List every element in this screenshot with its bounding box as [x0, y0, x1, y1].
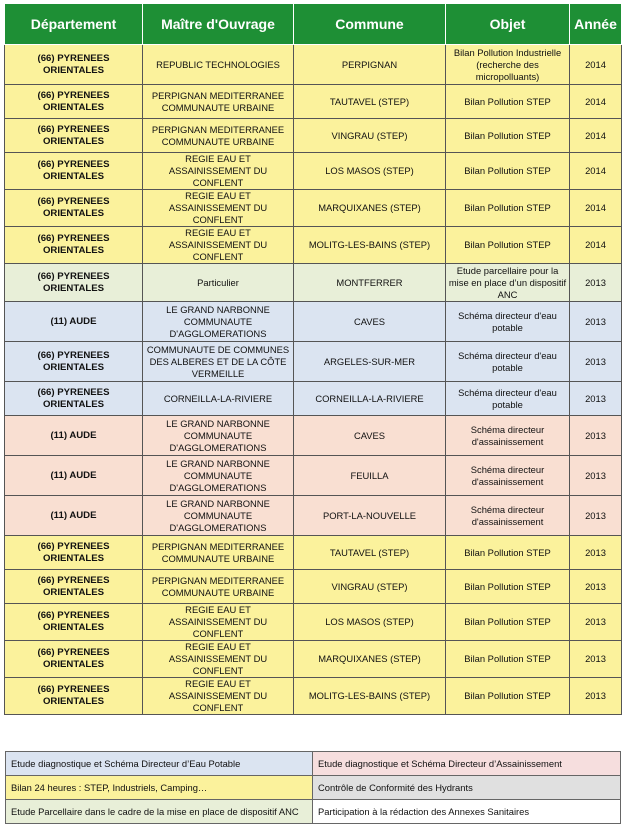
cell-objet: Etude parcellaire pour la mise en place d’un dispositif ANC [446, 264, 570, 302]
table-row [5, 264, 622, 302]
table-row [5, 227, 622, 264]
table-row [5, 119, 622, 153]
table-row [5, 190, 622, 227]
cell-commune: LOS MASOS (STEP) [294, 153, 446, 190]
cell-objet: Bilan Pollution STEP [446, 153, 570, 190]
cell-annee: 2013 [570, 342, 622, 382]
cell-annee: 2013 [570, 570, 622, 604]
table-row [5, 536, 622, 570]
cell-maitre-ouvrage: COMMUNAUTE DE COMMUNES DES ALBERES ET DE LA CÔTE VERMEILLE [143, 342, 294, 382]
cell-objet: Bilan Pollution STEP [446, 536, 570, 570]
cell-commune: CAVES [294, 302, 446, 342]
cell-commune: TAUTAVEL (STEP) [294, 536, 446, 570]
table-row [5, 496, 622, 536]
cell-commune: LOS MASOS (STEP) [294, 604, 446, 641]
cell-maitre-ouvrage: CORNEILLA-LA-RIVIERE [143, 382, 294, 416]
table-row [5, 570, 622, 604]
cell-departement: (66) PYRENEES ORIENTALES [5, 227, 143, 264]
cell-departement: (66) PYRENEES ORIENTALES [5, 85, 143, 119]
cell-departement: (11) AUDE [5, 496, 143, 536]
legend-row [6, 776, 621, 800]
cell-annee: 2014 [570, 153, 622, 190]
table-row [5, 342, 622, 382]
cell-commune: CAVES [294, 416, 446, 456]
cell-departement: (66) PYRENEES ORIENTALES [5, 119, 143, 153]
table-row [5, 85, 622, 119]
cell-commune: TAUTAVEL (STEP) [294, 85, 446, 119]
cell-annee: 2013 [570, 264, 622, 302]
cell-maitre-ouvrage: PERPIGNAN MEDITERRANEE COMMUNAUTE URBAINE [143, 536, 294, 570]
cell-objet: Bilan Pollution STEP [446, 119, 570, 153]
legend-item: Bilan 24 heures : STEP, Industriels, Camping… [6, 776, 313, 800]
table-row [5, 678, 622, 715]
cell-commune: PERPIGNAN [294, 45, 446, 85]
cell-objet: Bilan Pollution STEP [446, 570, 570, 604]
cell-commune: ARGELES-SUR-MER [294, 342, 446, 382]
cell-annee: 2013 [570, 382, 622, 416]
cell-annee: 2013 [570, 496, 622, 536]
cell-annee: 2013 [570, 604, 622, 641]
cell-maitre-ouvrage: LE GRAND NARBONNE COMMUNAUTE D'AGGLOMERATIONS [143, 416, 294, 456]
cell-departement: (66) PYRENEES ORIENTALES [5, 641, 143, 678]
header-row [5, 4, 622, 45]
cell-departement: (66) PYRENEES ORIENTALES [5, 342, 143, 382]
cell-objet: Bilan Pollution STEP [446, 678, 570, 715]
header-maitre-ouvrage: Maître d'Ouvrage [143, 4, 294, 45]
cell-departement: (11) AUDE [5, 302, 143, 342]
cell-annee: 2013 [570, 416, 622, 456]
cell-departement: (66) PYRENEES ORIENTALES [5, 570, 143, 604]
cell-maitre-ouvrage: REGIE EAU ET ASSAINISSEMENT DU CONFLENT [143, 604, 294, 641]
cell-maitre-ouvrage: REGIE EAU ET ASSAINISSEMENT DU CONFLENT [143, 190, 294, 227]
cell-objet: Schéma directeur d'eau potable [446, 302, 570, 342]
cell-objet: Schéma directeur d'eau potable [446, 382, 570, 416]
cell-maitre-ouvrage: REGIE EAU ET ASSAINISSEMENT DU CONFLENT [143, 678, 294, 715]
header-objet: Objet [446, 4, 570, 45]
cell-commune: FEUILLA [294, 456, 446, 496]
cell-commune: VINGRAU (STEP) [294, 119, 446, 153]
table-row [5, 153, 622, 190]
cell-departement: (66) PYRENEES ORIENTALES [5, 604, 143, 641]
header-commune: Commune [294, 4, 446, 45]
cell-departement: (11) AUDE [5, 416, 143, 456]
studies-table [4, 3, 622, 715]
cell-objet: Schéma directeur d'assainissement [446, 456, 570, 496]
cell-maitre-ouvrage: REGIE EAU ET ASSAINISSEMENT DU CONFLENT [143, 227, 294, 264]
table-body [5, 45, 622, 715]
table-row [5, 456, 622, 496]
cell-maitre-ouvrage: REGIE EAU ET ASSAINISSEMENT DU CONFLENT [143, 641, 294, 678]
cell-annee: 2013 [570, 536, 622, 570]
cell-departement: (66) PYRENEES ORIENTALES [5, 190, 143, 227]
cell-objet: Schéma directeur d'eau potable [446, 342, 570, 382]
legend-item: Participation à la rédaction des Annexes Sanitaires [313, 800, 621, 824]
cell-annee: 2013 [570, 641, 622, 678]
cell-commune: VINGRAU (STEP) [294, 570, 446, 604]
legend-row [6, 752, 621, 776]
cell-objet: Schéma directeur d'assainissement [446, 416, 570, 456]
cell-departement: (66) PYRENEES ORIENTALES [5, 536, 143, 570]
cell-objet: Bilan Pollution STEP [446, 190, 570, 227]
cell-objet: Bilan Pollution STEP [446, 85, 570, 119]
table-row [5, 604, 622, 641]
table-row [5, 382, 622, 416]
cell-departement: (66) PYRENEES ORIENTALES [5, 382, 143, 416]
cell-commune: MOLITG-LES-BAINS (STEP) [294, 227, 446, 264]
cell-maitre-ouvrage: PERPIGNAN MEDITERRANEE COMMUNAUTE URBAINE [143, 570, 294, 604]
cell-objet: Bilan Pollution STEP [446, 641, 570, 678]
cell-annee: 2013 [570, 302, 622, 342]
header-annee: Année [570, 4, 622, 45]
table-row [5, 416, 622, 456]
cell-annee: 2014 [570, 227, 622, 264]
cell-departement: (66) PYRENEES ORIENTALES [5, 153, 143, 190]
cell-objet: Bilan Pollution STEP [446, 227, 570, 264]
cell-departement: (66) PYRENEES ORIENTALES [5, 264, 143, 302]
cell-annee: 2014 [570, 85, 622, 119]
cell-commune: MOLITG-LES-BAINS (STEP) [294, 678, 446, 715]
legend-item: Etude Parcellaire dans le cadre de la mise en place de dispositif ANC [6, 800, 313, 824]
cell-commune: MARQUIXANES (STEP) [294, 190, 446, 227]
cell-maitre-ouvrage: LE GRAND NARBONNE COMMUNAUTE D'AGGLOMERATIONS [143, 302, 294, 342]
cell-commune: PORT-LA-NOUVELLE [294, 496, 446, 536]
legend-row [6, 800, 621, 824]
cell-departement: (66) PYRENEES ORIENTALES [5, 678, 143, 715]
table-row [5, 45, 622, 85]
cell-maitre-ouvrage: REGIE EAU ET ASSAINISSEMENT DU CONFLENT [143, 153, 294, 190]
cell-annee: 2014 [570, 190, 622, 227]
cell-maitre-ouvrage: REPUBLIC TECHNOLOGIES [143, 45, 294, 85]
cell-commune: CORNEILLA-LA-RIVIERE [294, 382, 446, 416]
cell-departement: (66) PYRENEES ORIENTALES [5, 45, 143, 85]
cell-maitre-ouvrage: PERPIGNAN MEDITERRANEE COMMUNAUTE URBAINE [143, 85, 294, 119]
cell-maitre-ouvrage: Particulier [143, 264, 294, 302]
table-row [5, 302, 622, 342]
legend-table [5, 751, 621, 824]
cell-annee: 2014 [570, 119, 622, 153]
cell-maitre-ouvrage: PERPIGNAN MEDITERRANEE COMMUNAUTE URBAINE [143, 119, 294, 153]
header-departement: Département [5, 4, 143, 45]
cell-objet: Bilan Pollution Industrielle (recherche des micropolluants) [446, 45, 570, 85]
cell-annee: 2014 [570, 45, 622, 85]
cell-objet: Bilan Pollution STEP [446, 604, 570, 641]
legend-item: Etude diagnostique et Schéma Directeur d’Eau Potable [6, 752, 313, 776]
table-row [5, 641, 622, 678]
cell-objet: Schéma directeur d'assainissement [446, 496, 570, 536]
cell-maitre-ouvrage: LE GRAND NARBONNE COMMUNAUTE D'AGGLOMERATIONS [143, 456, 294, 496]
legend-body [6, 752, 621, 824]
cell-maitre-ouvrage: LE GRAND NARBONNE COMMUNAUTE D'AGGLOMERATIONS [143, 496, 294, 536]
cell-commune: MONTFERRER [294, 264, 446, 302]
cell-annee: 2013 [570, 456, 622, 496]
cell-commune: MARQUIXANES (STEP) [294, 641, 446, 678]
legend-item: Contrôle de Conformité des Hydrants [313, 776, 621, 800]
cell-annee: 2013 [570, 678, 622, 715]
legend-item: Etude diagnostique et Schéma Directeur d’Assainissement [313, 752, 621, 776]
cell-departement: (11) AUDE [5, 456, 143, 496]
